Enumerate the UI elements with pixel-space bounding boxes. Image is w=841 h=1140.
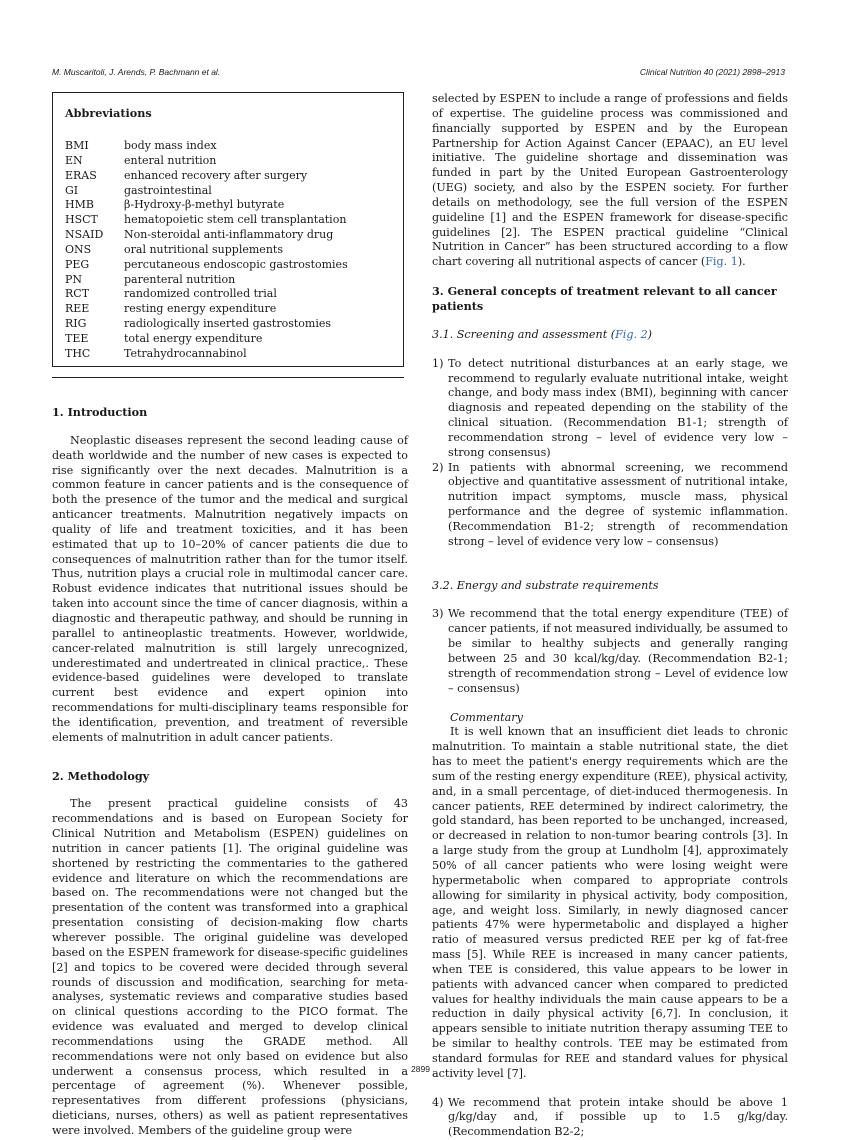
recommendation-1	[432, 357, 788, 461]
abbreviation-definition: hematopoietic stem cell transplantation	[124, 213, 347, 227]
methodology-heading: 2. Methodology	[52, 768, 150, 783]
subsection-3-2-heading: 3.2. Energy and substrate requirements	[432, 578, 659, 592]
abbreviation-definition: radiologically inserted gastrostomies	[124, 317, 331, 331]
subsection-3-1-text: 3.1. Screening and assessment (	[432, 327, 616, 341]
abbreviation-code: NSAID	[65, 228, 104, 242]
abbreviation-code: BMI	[65, 139, 89, 152]
right-column	[432, 92, 788, 1140]
abbreviation-code: REE	[65, 302, 90, 316]
methodology-continued-text: selected by ESPEN to include a range of professions and fields of expertise. The guideline process was commissioned and financially supported by ESPEN and by the European Partnership for Action Against Cancer (EPAAC), an EU level initiative. The guideline shortage and dissemination was funded in part by the United European Gastroenterology (UEG) society, and also by the ESPEN society. For further details on methodology, see the full version of the ESPEN guideline [1] and the ESPEN framework for disease-specific guidelines [2]. The ESPEN practical guideline “Clinical Nutrition in Cancer” has been structured according to a flow chart covering all nutritional aspects of cancer (	[432, 92, 788, 269]
intro-heading: 1. Introduction	[52, 405, 148, 419]
recommendation-text: We recommend that the total energy expenditure (TEE) of cancer patients, if not measured individually, be assumed to be similar to healthy subjects and generally ranging between 25 and 30 kcal/kg/day. (Recommendation B2-1; strength of recommendation strong – Level of evidence low – consensus)	[448, 607, 788, 695]
abbreviation-row	[65, 228, 348, 243]
methodology-paragraph: The present practical guideline consists of 43 recommendations and is based on European Society for Clinical Nutrition and Metabolism (ESPEN) guidelines on nutrition in cancer patients [1]. The original guideline was shortened by restricting the commentaries to the gathered evidence and literature on which the recommendations are based on. The recommendations were not changed but the presentation of the content was transformed into a graphical presentation consisting of decision-making flow charts wherever possible. The original guideline was developed based on the ESPEN framework for disease-specific guidelines [2] and topics to be covered were decided through several rounds of discussion and modification, searching for meta-analyses, systematic reviews and comparative studies based on clinical questions according to the PICO format. The evidence was evaluated and merged to develop clinical recommendations using the GRADE method. All recommendations were not only based on evidence but also underwent a consensus process, which resulted in a percentage of agreement (%). Whenever possible, representatives from different professions (physicians, dieticians, nurses, others) as well as patient representatives were involved. Members of the guideline group were	[52, 797, 408, 1137]
abbreviation-row	[65, 332, 348, 347]
running-head-authors: M. Muscaritoli, J. Arends, P. Bachmann et al.	[52, 67, 221, 77]
abbreviation-row	[65, 287, 348, 302]
abbreviations-title: Abbreviations	[65, 106, 152, 120]
abbreviation-code: EN	[65, 153, 83, 167]
left-column	[52, 92, 408, 1139]
abbreviation-row	[65, 198, 348, 213]
commentary-paragraph: It is well known that an insufficient diet leads to chronic malnutrition. To maintain a stable nutritional state, the diet has to meet the patient's energy requirements which are the sum of the resting energy expenditure (REE), physical activity, and, in a small percentage, of diet-induced thermogenesis. In cancer patients, REE determined by indirect calorimetry, the gold standard, has been reported to be unchanged, increased, or decreased in relation to non-tumor bearing controls [3]. In a large study from the group at Lundholm [4], approximately 50% of all cancer patients who were losing weight were hypermetabolic when compared to appropriate controls allowing for similarity in physical activity, body composition, age, and weight loss. Similarly, in newly diagnosed cancer patients 47% were hypermetabolic and displayed a higher ratio of measured versus predicted REE per kg of fat-free mass [5]. While REE is increased in many cancer patients, when TEE is considered, this value appears to be lower in patients with advanced cancer when compared to predicted values for healthy individuals the main cause appears to be a reduction in daily physical activity [6,7]. In conclusion, it appears sensible to initiate nutrition therapy assuming TEE to be similar to healthy controls. TEE may be estimated from standard formulas for REE and standard values for physical activity level [7].	[432, 725, 788, 1080]
recommendation-number: 4)	[432, 1095, 444, 1109]
abbreviation-row	[65, 154, 348, 169]
recommendation-number: 1)	[432, 356, 444, 370]
abbreviation-definition: gastrointestinal	[124, 183, 212, 197]
methodology-continued-end: ).	[737, 255, 746, 269]
abbreviation-code: PEG	[65, 257, 90, 271]
abbreviation-code: HSCT	[65, 213, 98, 227]
recommendation-number: 3)	[432, 607, 444, 621]
abbreviation-definition: parenteral nutrition	[124, 272, 236, 286]
subsection-3-1-end: )	[647, 327, 653, 341]
abbreviation-code: HMB	[65, 198, 94, 212]
commentary-label: Commentary	[450, 710, 523, 724]
running-head-journal: Clinical Nutrition 40 (2021) 2898–2913	[639, 67, 785, 77]
abbreviation-row	[65, 258, 348, 273]
abbreviation-definition: enteral nutrition	[124, 153, 217, 167]
abbreviation-definition: resting energy expenditure	[124, 302, 277, 316]
abbreviation-row	[65, 213, 348, 228]
abbreviation-row	[65, 273, 348, 288]
abbreviation-code: RIG	[65, 317, 87, 331]
abbreviation-definition: β-Hydroxy-β-methyl butyrate	[124, 198, 285, 212]
divider	[52, 377, 404, 378]
abbreviation-row	[65, 317, 348, 332]
abbreviation-row	[65, 347, 348, 362]
abbreviation-code: ERAS	[65, 168, 97, 182]
abbreviation-row	[65, 169, 348, 184]
abbreviation-code: THC	[65, 346, 91, 360]
recommendation-text: We recommend that protein intake should be above 1 g/kg/day and, if possible up to 1.5 g/kg/day. (Recommendation B2-2;	[448, 1095, 788, 1139]
recommendation-text: In patients with abnormal screening, we recommend objective and quantitative assessment of nutritional intake, nutrition impact symptoms, muscle mass, physical performance and the degree of systemic inflammation. (Recommendation B1-2; strength of recommendation strong – level of evidence very low – consensus)	[448, 460, 788, 548]
abbreviation-definition: percutaneous endoscopic gastrostomies	[124, 257, 348, 271]
recommendation-2	[432, 461, 788, 550]
abbreviation-definition: Non-steroidal anti-inflammatory drug	[124, 228, 334, 242]
abbreviation-definition: Tetrahydrocannabinol	[124, 346, 247, 360]
abbreviation-definition: oral nutritional supplements	[124, 242, 283, 256]
abbreviation-code: RCT	[65, 287, 90, 301]
subsection-3-1-heading	[432, 328, 788, 343]
abbreviation-definition: randomized controlled trial	[124, 287, 277, 301]
abbreviation-code: PN	[65, 272, 83, 286]
abbreviation-row	[65, 139, 348, 154]
abbreviation-row	[65, 302, 348, 317]
abbreviation-row	[65, 243, 348, 258]
abbreviations-box	[52, 92, 404, 367]
abbreviation-definition: body mass index	[124, 139, 217, 152]
fig1-link[interactable]: Fig. 1	[705, 255, 738, 269]
abbreviation-row	[65, 184, 348, 199]
abbreviation-definition: enhanced recovery after surgery	[124, 168, 308, 182]
section3-heading: 3. General concepts of treatment relevant to all cancer patients	[432, 284, 777, 313]
abbreviation-code: GI	[65, 183, 79, 197]
recommendation-3	[432, 607, 788, 696]
recommendation-number: 2)	[432, 460, 444, 474]
fig2-link[interactable]: Fig. 2	[615, 327, 648, 341]
abbreviation-code: ONS	[65, 242, 92, 256]
abbreviation-code: TEE	[65, 331, 89, 345]
recommendation-4	[432, 1096, 788, 1140]
intro-paragraph: Neoplastic diseases represent the second leading cause of death worldwide and the number of new cases is expected to rise significantly over the next decades. Malnutrition is a common feature in cancer patients and is the consequence of both the presence of the tumor and the medical and surgical anticancer treatments. Malnutrition negatively impacts on quality of life and treatment toxicities, and it has been estimated that up to 10–20% of cancer patients die due to consequences of malnutrition rather than for the tumor itself. Thus, nutrition plays a crucial role in multimodal cancer care. Robust evidence indicates that nutritional issues should be taken into account since the time of cancer diagnosis, within a diagnostic and therapeutic pathway, and should be running in parallel to antineoplastic treatments. However, worldwide, cancer-related malnutrition is still largely unrecognized, underestimated and undertreated in clinical practice,. These evidence-based guidelines were developed to translate current best evidence and expert opinion into recommendations for multi-disciplinary teams responsible for the identification, prevention, and treatment of reversible elements of malnutrition in adult cancer patients.	[52, 433, 408, 744]
abbreviation-definition: total energy expenditure	[124, 331, 263, 345]
page-number: 2899	[411, 1064, 430, 1074]
abbreviations-table	[65, 139, 348, 362]
recommendation-text: To detect nutritional disturbances at an early stage, we recommend to regularly evaluate nutritional intake, weight change, and body mass index (BMI), beginning with cancer diagnosis and repeated depending on the stability of the clinical situation. (Recommendation B1-1; strength of recommendation strong – level of evidence very low – strong consensus)	[448, 356, 788, 459]
methodology-continued	[432, 92, 788, 270]
